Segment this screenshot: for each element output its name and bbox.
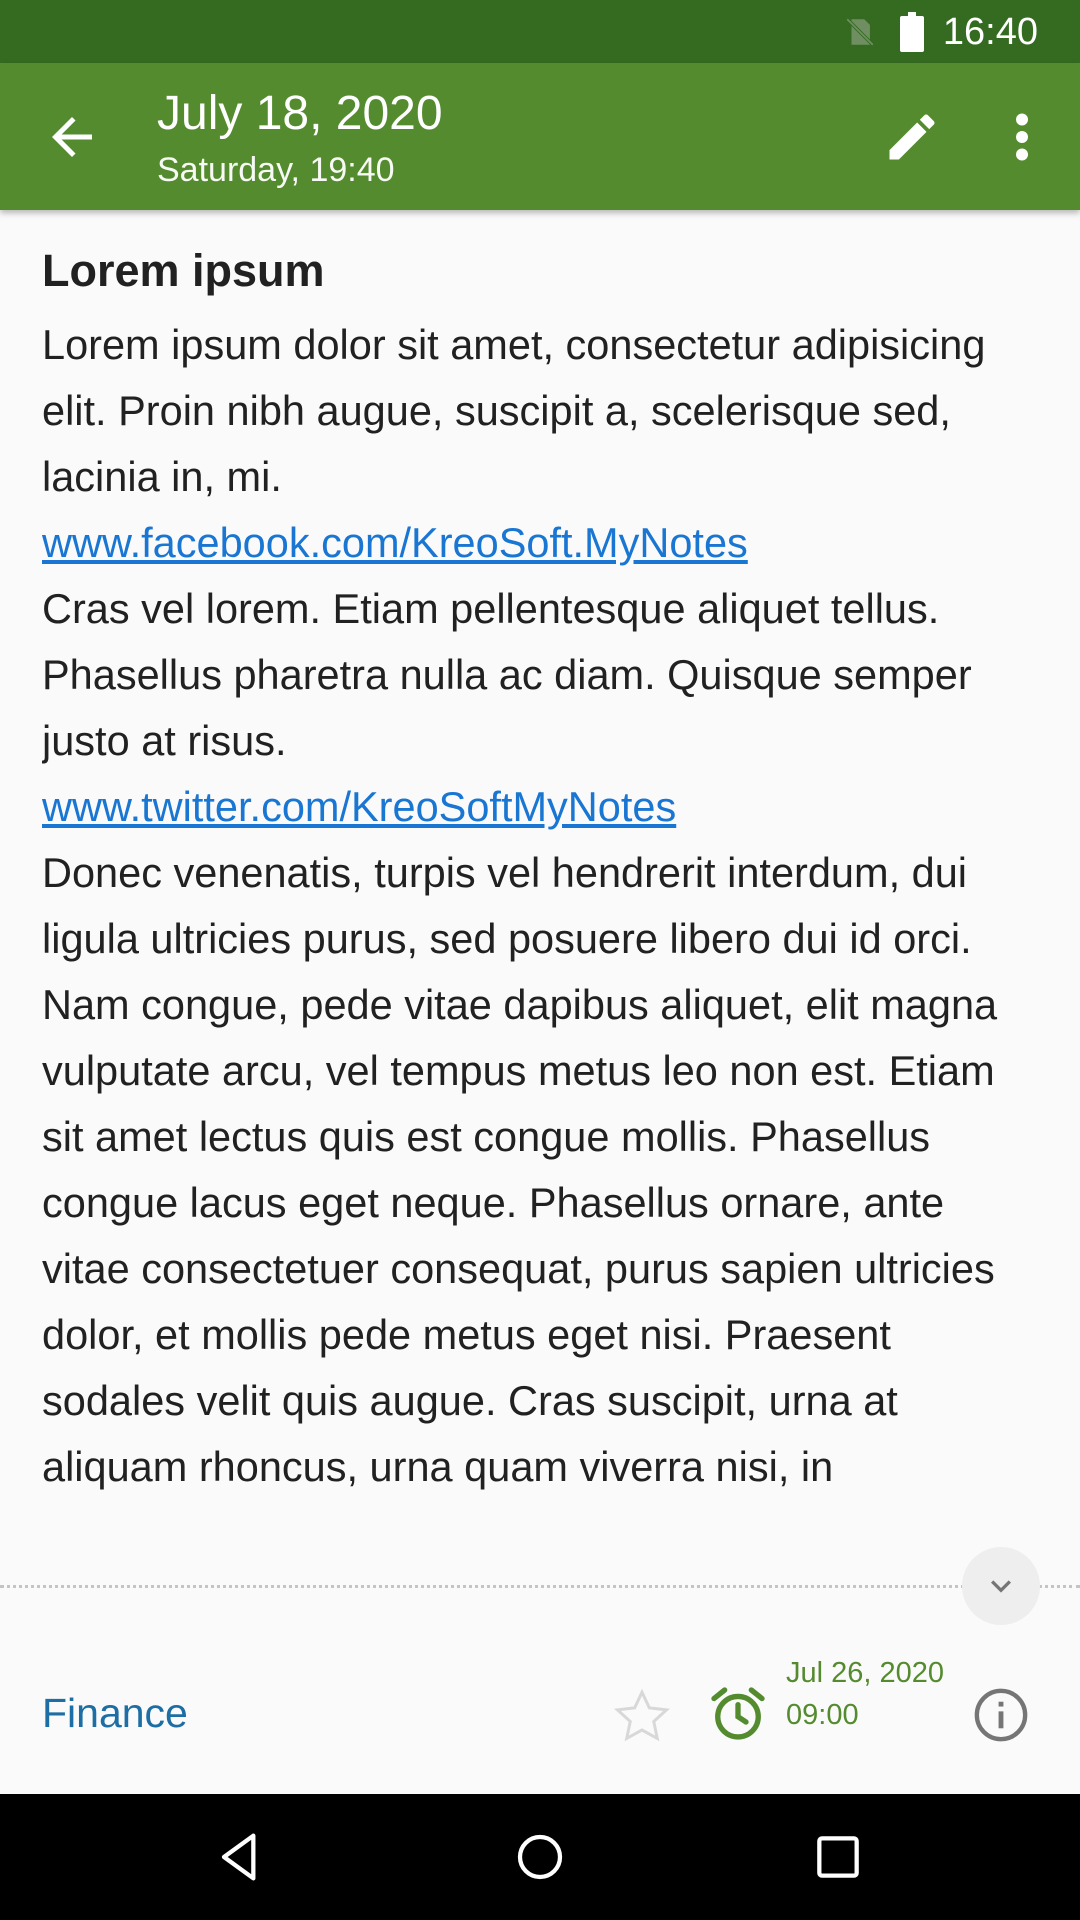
star-outline-icon[interactable] — [612, 1686, 672, 1746]
home-circle-icon[interactable] — [508, 1825, 572, 1889]
battery-icon — [900, 12, 924, 52]
note-paragraph: Donec venenatis, turpis vel hendrerit interdum, dui ligula ultricies purus, sed posuere libero dui id orci. Nam congue, pede vitae dapibus aliquet, elit magna vulputate arcu, vel tempus metus leo non est. Etiam sit amet lectus quis est congue mollis. Phasellus congue lacus eget neque. Phasellus ornare, ante vitae consectetuer consequat, purus sapien ultricies dolor, et mollis pede metus eget nisi. Praesent sodales velit quis augue. Cras suscipit, urna at aliquam rhoncus, urna quam viverra nisi, in — [42, 849, 998, 1490]
status-time: 16:40 — [942, 11, 1038, 53]
category-label[interactable]: Finance — [42, 1690, 188, 1736]
reminder-datetime[interactable] — [786, 1652, 944, 1736]
more-vert-icon[interactable] — [1000, 107, 1044, 167]
system-nav-bar — [0, 1794, 1080, 1920]
note-content[interactable] — [42, 240, 1022, 1570]
page-title: July 18, 2020 — [157, 87, 443, 140]
note-paragraph: Cras vel lorem. Etiam pellentesque aliquet tellus. Phasellus pharetra nulla ac diam. Quisque semper justo at risus. — [42, 585, 972, 764]
page-subtitle: Saturday, 19:40 — [157, 151, 395, 189]
reminder-time: 09:00 — [786, 1699, 859, 1731]
reminder-date: Jul 26, 2020 — [786, 1657, 945, 1689]
note-title: Lorem ipsum — [42, 245, 325, 296]
edit-pencil-icon[interactable] — [882, 107, 942, 167]
alarm-clock-icon[interactable] — [706, 1682, 770, 1746]
status-bar — [0, 0, 1080, 63]
note-body — [42, 312, 1022, 1500]
facebook-link[interactable]: www.facebook.com/KreoSoft.MyNotes — [42, 519, 748, 566]
footer-divider — [0, 1585, 1080, 1588]
no-sim-icon — [843, 14, 877, 50]
recents-square-icon[interactable] — [806, 1825, 870, 1889]
note-paragraph: Lorem ipsum dolor sit amet, consectetur adipisicing elit. Proin nibh augue, suscipit a, scelerisque sed, lacinia in, mi. — [42, 321, 986, 500]
note-footer — [0, 1600, 1080, 1795]
app-bar — [0, 63, 1080, 210]
back-triangle-icon[interactable] — [208, 1825, 272, 1889]
back-arrow-icon[interactable] — [42, 107, 102, 167]
twitter-link[interactable]: www.twitter.com/KreoSoftMyNotes — [42, 783, 677, 830]
info-icon[interactable] — [972, 1686, 1030, 1744]
